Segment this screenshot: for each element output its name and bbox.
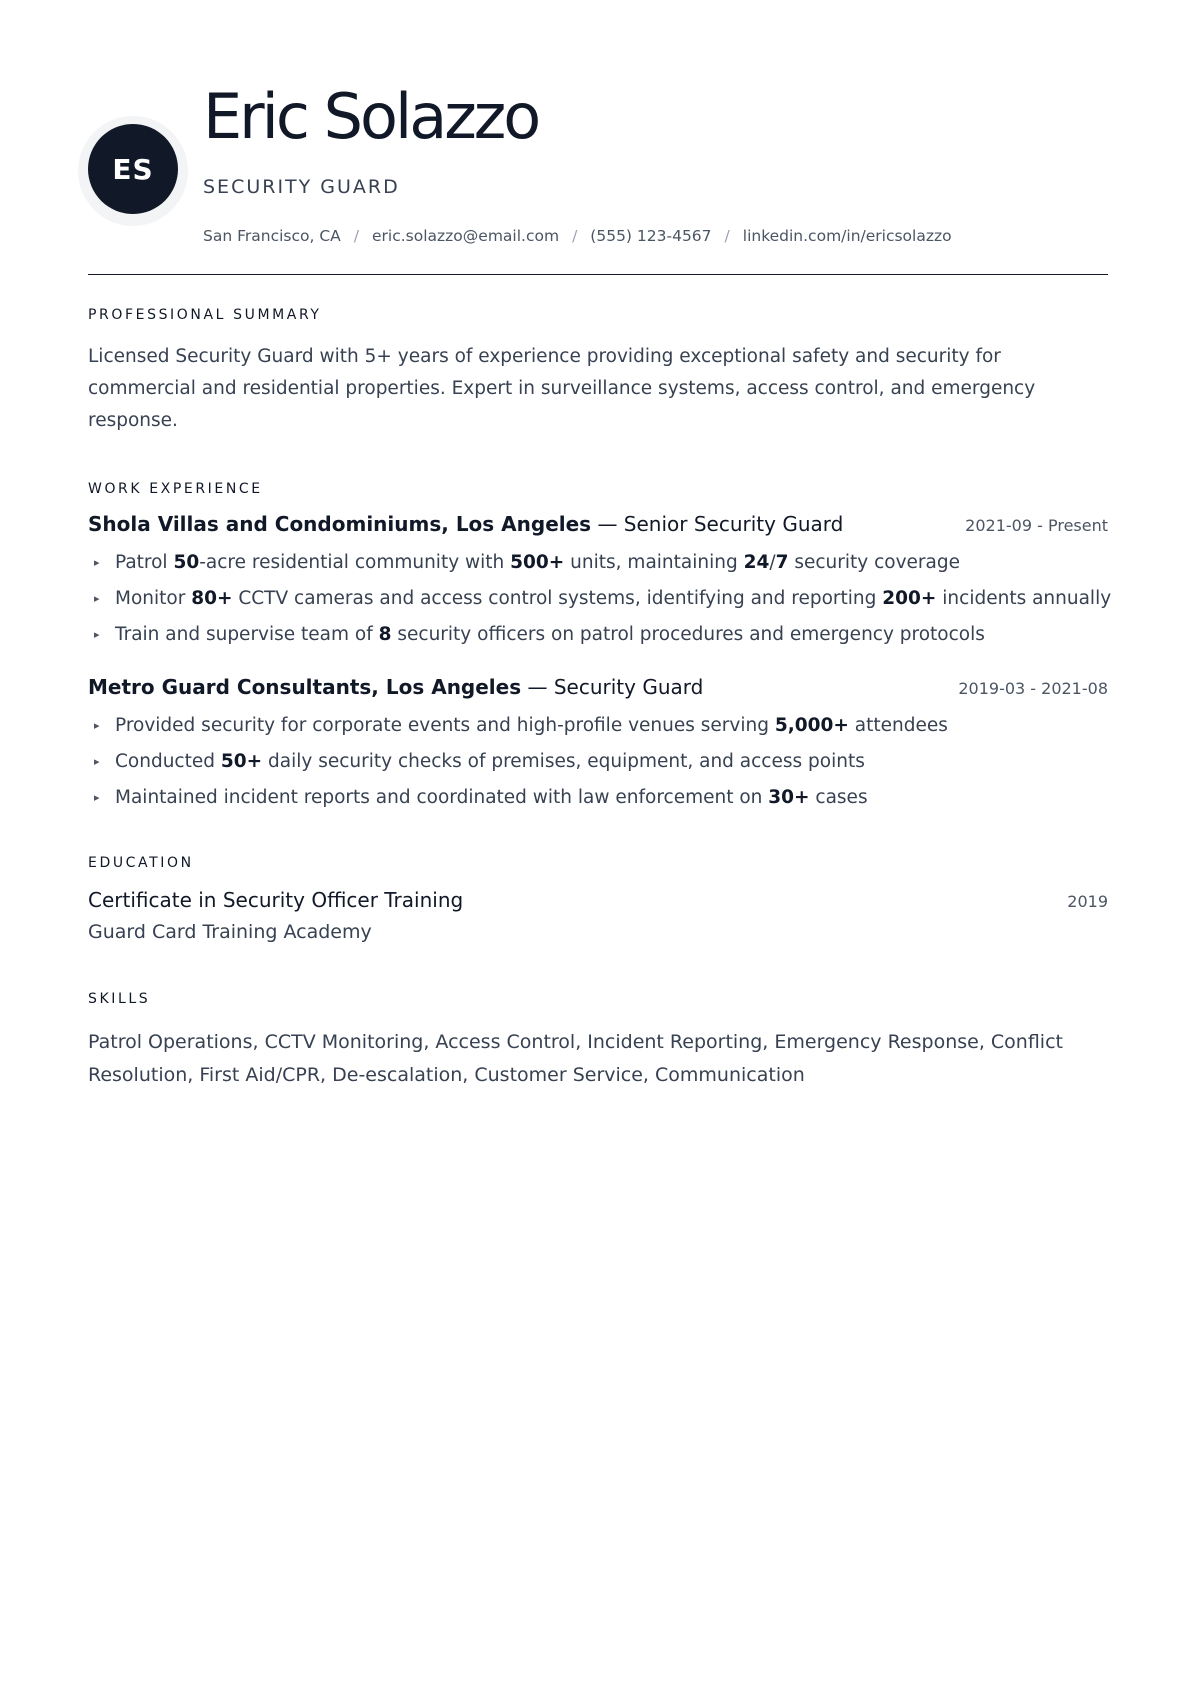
bullet-caret-icon: ▸: [94, 755, 100, 768]
job-bullet: [88, 708, 1108, 744]
bullet-metric: 200+: [882, 588, 937, 609]
job-dates: 2021-09 - Present: [965, 516, 1108, 535]
bullet-text: Provided security for corporate events and high-profile venues serving: [115, 715, 775, 736]
contact-email[interactable]: eric.solazzo@email.com: [372, 227, 560, 245]
bullet-caret-icon: ▸: [94, 556, 100, 569]
job-bullet: [88, 780, 1108, 816]
bullet-text: units, maintaining: [564, 552, 744, 573]
job-title: [88, 675, 703, 699]
resume-header: [88, 0, 1108, 276]
bullet-metric: 500+: [510, 552, 565, 573]
contact-separator: /: [572, 227, 578, 245]
contact-separator: /: [353, 227, 359, 245]
bullet-text: Train and supervise team of: [115, 624, 379, 645]
contact-phone[interactable]: (555) 123-4567: [590, 227, 712, 245]
bullet-metric: 50: [173, 552, 200, 573]
bullet-metric: 24: [743, 552, 770, 573]
contact-separator: /: [724, 227, 730, 245]
bullet-text: security coverage: [788, 552, 960, 573]
bullet-caret-icon: ▸: [94, 719, 100, 732]
education-header: [88, 888, 1108, 912]
contact-line: [203, 227, 952, 245]
job-bullet: [88, 545, 1108, 581]
job-dates: 2019-03 - 2021-08: [958, 679, 1108, 698]
bullet-text: security officers on patrol procedures and emergency protocols: [391, 624, 985, 645]
candidate-name: Eric Solazzo: [203, 80, 539, 153]
bullet-text: Monitor: [115, 588, 192, 609]
job-company: Shola Villas and Condominiums, Los Angeles: [88, 512, 592, 536]
bullet-metric: 80+: [191, 588, 233, 609]
job-position: — Senior Security Guard: [597, 512, 844, 536]
job-header: [88, 675, 1108, 699]
section-title-summary: PROFESSIONAL SUMMARY: [88, 307, 322, 323]
bullet-text: daily security checks of premises, equipment, and access points: [262, 751, 865, 772]
section-title-skills: SKILLS: [88, 991, 151, 1007]
bullet-text: Maintained incident reports and coordinated with law enforcement on: [115, 787, 769, 808]
summary-text: Licensed Security Guard with 5+ years of experience providing exceptional safety and security for commercial and residential properties. Expert in surveillance systems, access control, and emergency response.: [88, 346, 1036, 431]
bullet-metric: 50+: [220, 751, 263, 772]
bullet-text: attendees: [848, 715, 948, 736]
header-divider: [88, 274, 1108, 275]
bullet-metric: 5,000+: [774, 715, 849, 736]
bullet-text: Conducted: [115, 751, 221, 772]
contact-linkedin[interactable]: linkedin.com/in/ericsolazzo: [742, 227, 952, 245]
bullet-metric: 8: [378, 624, 392, 645]
bullet-text: CCTV cameras and access control systems, identifying and reporting: [232, 588, 883, 609]
bullet-text: cases: [809, 787, 868, 808]
avatar: [88, 124, 178, 214]
bullet-metric: 30+: [768, 787, 810, 808]
education-school: Guard Card Training Academy: [88, 921, 372, 943]
job-position: — Security Guard: [527, 675, 704, 699]
resume-page: [88, 0, 1112, 1086]
job-bullet: [88, 581, 1112, 617]
job-title: [88, 512, 843, 536]
bullet-text: /: [769, 552, 776, 573]
contact-location: San Francisco, CA: [203, 227, 341, 245]
job-bullet: [88, 744, 1108, 780]
education-year: 2019: [1067, 892, 1108, 911]
avatar-initials: ES: [112, 152, 154, 186]
bullet-text: -acre residential community with: [199, 552, 511, 573]
bullet-caret-icon: ▸: [94, 592, 100, 605]
bullet-caret-icon: ▸: [94, 791, 100, 804]
bullet-text: incidents annually: [936, 588, 1112, 609]
skills-text: Patrol Operations, CCTV Monitoring, Access Control, Incident Reporting, Emergency Response, Conflict Resolution, First Aid/CPR, De-escalation, Customer Service, Communication: [88, 1031, 1063, 1086]
bullet-text: Patrol: [115, 552, 174, 573]
candidate-role: SECURITY GUARD: [203, 176, 400, 198]
job-bullets: [88, 545, 1112, 653]
bullet-metric: 7: [775, 552, 789, 573]
job-bullets: [88, 708, 1108, 816]
job-bullet: [88, 617, 1108, 653]
education-degree: Certificate in Security Officer Training: [88, 888, 464, 912]
bullet-caret-icon: ▸: [94, 628, 100, 641]
job-company: Metro Guard Consultants, Los Angeles: [88, 675, 522, 699]
job-header: [88, 512, 1108, 536]
section-title-experience: WORK EXPERIENCE: [88, 481, 263, 497]
section-title-education: EDUCATION: [88, 855, 194, 871]
